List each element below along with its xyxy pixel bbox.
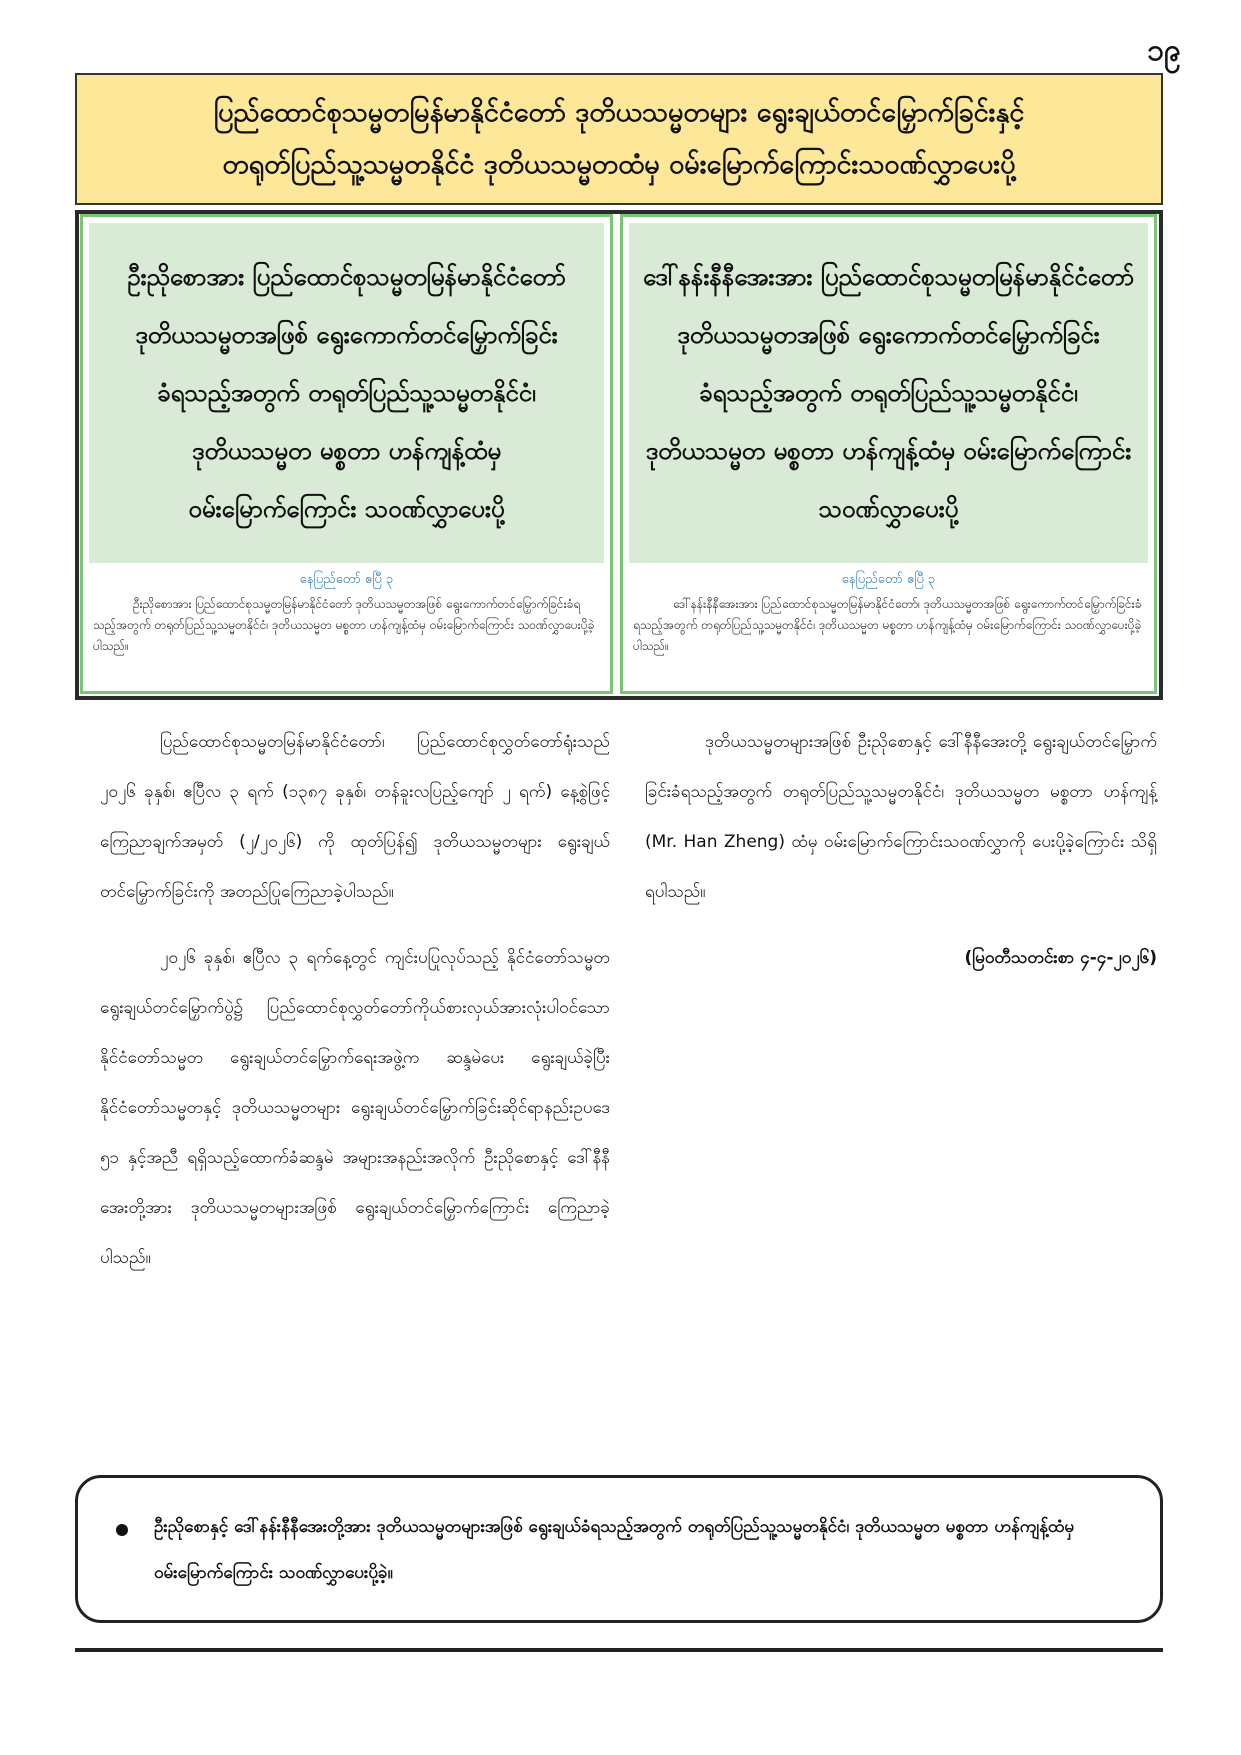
bullet-dot-icon <box>116 1524 128 1536</box>
page-number: ၁၉ <box>1147 33 1181 68</box>
headline-line: ဒုတိယသမ္မတအဖြစ် ရွေးကောက်တင်မြှောက်ခြင်း <box>677 321 1100 349</box>
page-title-line-1: ပြည်ထောင်စုသမ္မတမြန်မာနိုင်ငံတော် ဒုတိယသမ္မတများ ရွေးချယ်တင်မြှောက်ခြင်းနှင့် <box>213 97 1025 128</box>
article-column-right <box>645 717 1157 983</box>
summary-text: ဦးညိုစောနှင့် ဒေါ်နန်းနီနီအေးတို့အား ဒုတိယသမ္မတများအဖြစ် ရွေးချယ်ခံရသည့်အတွက် တရုတ်ပြည်သူ့သမ္မတနိုင်ငံ၊ ဒုတိယသမ္မတ မစ္စတာ ဟန်ကျန့်ထံမှ ဝမ်းမြောက်ကြောင်း သဝဏ်လွှာပေးပို့ခဲ့။ <box>154 1517 1075 1583</box>
clipping-headline-left <box>89 223 604 563</box>
headline-line: ဦးညိုစောအား ပြည်ထောင်စုသမ္မတမြန်မာနိုင်ငံတော် <box>127 263 566 291</box>
clipping-dateline: နေပြည်တော် ဧပြီ ၃ <box>299 572 394 587</box>
headline-line: ခံရသည့်အတွက် တရုတ်ပြည်သူ့သမ္မတနိုင်ငံ၊ <box>699 379 1078 407</box>
news-clipping-left <box>80 214 613 694</box>
headline-line: ဒုတိယသမ္မတ မစ္စတာ ဟန်ကျန့်ထံမှ <box>191 437 502 465</box>
headline-line: ဝမ်းမြောက်ကြောင်း သဝဏ်လွှာပေးပို့ <box>188 495 505 523</box>
headline-line: ဒုတိယသမ္မတ မစ္စတာ ဟန်ကျန့်ထံမှ ဝမ်းမြောက်ကြောင်း <box>645 437 1132 465</box>
clipping-caption: ဦးညိုစောအား ပြည်ထောင်စုသမ္မတမြန်မာနိုင်ငံတော် ဒုတိယသမ္မတအဖြစ် ရွေးကောက်တင်မြှောက်ခြင်းခံရသည့်အတွက် တရုတ်ပြည်သူ့သမ္မတနိုင်ငံ၊ ဒုတိယသမ္မတ မစ္စတာ ဟန်ကျန့်ထံမှ ဝမ်းမြောက်ကြောင်း သဝဏ်လွှာပေးပို့ခဲ့ပါသည်။ <box>93 597 595 653</box>
clipping-footer-left <box>83 563 610 657</box>
article-source: (မြဝတီသတင်းစာ ၄-၄-၂၀၂၆) <box>964 948 1157 968</box>
headline-line: သဝဏ်လွှာပေးပို့ <box>818 495 959 523</box>
news-clipping-right <box>620 214 1157 694</box>
clipping-caption: ဒေါ်နန်းနီနီအေးအား ပြည်ထောင်စုသမ္မတမြန်မာနိုင်ငံတော်၊ ဒုတိယသမ္မတအဖြစ် ရွေးကောက်တင်မြှောက်ခြင်းခံရသည့်အတွက် တရုတ်ပြည်သူ့သမ္မတနိုင်ငံ၊ ဒုတိယသမ္မတ မစ္စတာ ဟန်ကျန့်ထံမှ ဝမ်းမြောက်ကြောင်း သဝဏ်လွှာပေးပို့ခဲ့ပါသည်။ <box>633 597 1142 653</box>
clipping-footer-right <box>623 563 1154 657</box>
headline-line: ဒေါ်နန်းနီနီအေးအား ပြည်ထောင်စုသမ္မတမြန်မာနိုင်ငံတော် <box>643 263 1134 291</box>
bottom-divider <box>75 1648 1163 1652</box>
article-paragraph: ၂၀၂၆ ခုနှစ်၊ ဧပြီလ ၃ ရက်နေ့တွင် ကျင်းပပြုလုပ်သည့် နိုင်ငံတော်သမ္မတ ရွေးချယ်တင်မြှောက်ပွဲ၌ ပြည်ထောင်စုလွှတ်တော်ကိုယ်စားလှယ်အားလုံးပါဝင်သော နိုင်ငံတော်သမ္မတ ရွေးချယ်တင်မြှောက်ရေးအဖွဲ့က ဆန္ဒမဲပေး ရွေးချယ်ခဲ့ပြီး နိုင်ငံတော်သမ္မတနှင့် ဒုတိယသမ္မတများ ရွေးချယ်တင်မြှောက်ခြင်းဆိုင်ရာနည်းဥပဒေ ၅၁ နှင့်အညီ ရရှိသည့်ထောက်ခံဆန္ဒမဲ အများအနည်းအလိုက် ဦးညိုစောနှင့် ဒေါ်နီနီအေးတို့အား ဒုတိယသမ္မတများအဖြစ် ရွေးချယ်တင်မြှောက်ကြောင်း ကြေညာခဲ့ပါသည်။ <box>100 948 610 1268</box>
page-title-box <box>75 73 1163 205</box>
clipping-headline-right <box>629 223 1148 563</box>
article-paragraph: ဒုတိယသမ္မတများအဖြစ် ဦးညိုစောနှင့် ဒေါ်နီနီအေးတို့ ရွေးချယ်တင်မြှောက်ခြင်းခံရသည့်အတွက် တရုတ်ပြည်သူ့သမ္မတနိုင်ငံ၊ ဒုတိယသမ္မတ မစ္စတာ ဟန်ကျန့် (Mr. Han Zheng) ထံမှ ဝမ်းမြောက်ကြောင်းသဝဏ်လွှာကို ပေးပို့ခဲ့ကြောင်း သိရှိရပါသည်။ <box>645 732 1157 902</box>
article-paragraph: ပြည်ထောင်စုသမ္မတမြန်မာနိုင်ငံတော်၊ ပြည်ထောင်စုလွှတ်တော်ရုံးသည် ၂၀၂၆ ခုနှစ်၊ ဧပြီလ ၃ ရက် (၁၃၈၇ ခုနှစ်၊ တန်ခူးလပြည့်ကျော် ၂ ရက်) နေ့စွဲဖြင့် ကြေညာချက်အမှတ် (၂/၂၀၂၆) ကို ထုတ်ပြန်၍ ဒုတိယသမ္မတများ ရွေးချယ်တင်မြှောက်ခြင်းကို အတည်ပြုကြေညာခဲ့ပါသည်။ <box>100 732 610 902</box>
headline-line: ခံရသည့်အတွက် တရုတ်ပြည်သူ့သမ္မတနိုင်ငံ၊ <box>157 379 536 407</box>
page-title-line-2: တရုတ်ပြည်သူ့သမ္မတနိုင်ငံ ဒုတိယသမ္မတထံမှ ဝမ်းမြောက်ကြောင်းသဝဏ်လွှာပေးပို့ <box>222 149 1016 180</box>
headline-line: ဒုတိယသမ္မတအဖြစ် ရွေးကောက်တင်မြှောက်ခြင်း <box>135 321 558 349</box>
article-column-left <box>100 717 610 1299</box>
summary-box <box>75 1475 1163 1623</box>
clipping-dateline: နေပြည်တော် ဧပြီ ၃ <box>841 572 936 587</box>
